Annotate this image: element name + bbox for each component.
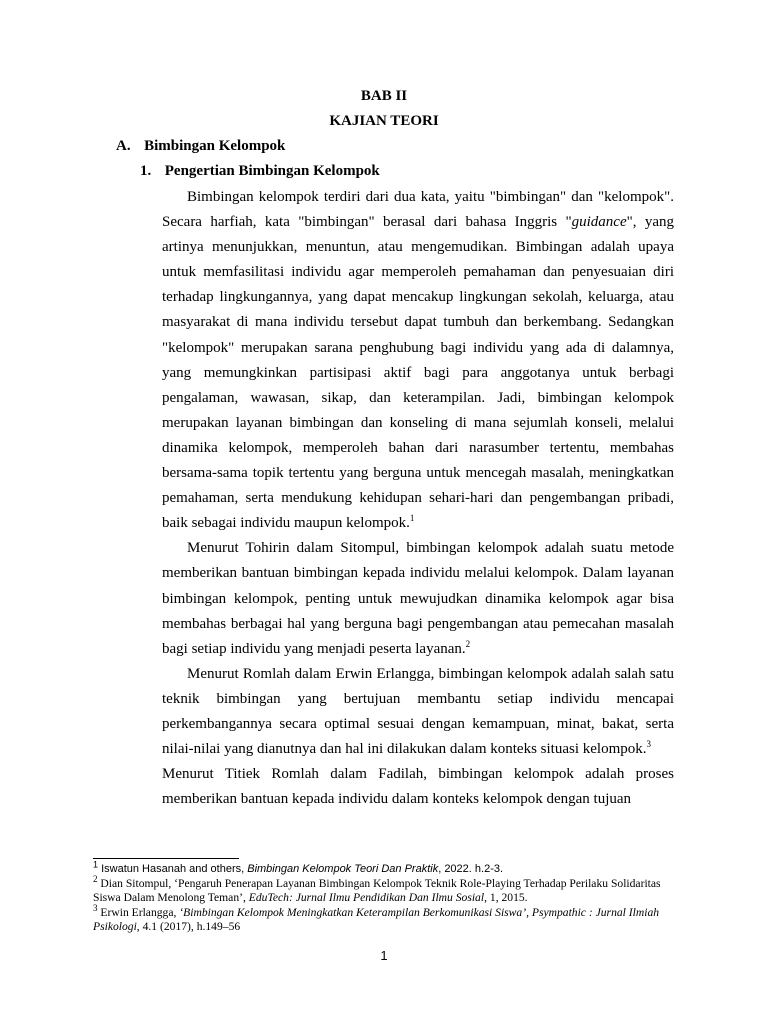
- footnote-3-number: 3: [93, 902, 98, 913]
- subsection-1-title: Pengertian Bimbingan Kelompok: [164, 163, 380, 179]
- footnote-ref-1[interactable]: 1: [409, 513, 415, 524]
- paragraph-3-text: Menurut Romlah dalam Erwin Erlangga, bimbingan kelompok adalah salah satu teknik bimbingan yang bertujuan membantu setiap individu mencapai perkembangannya secara optimal sesuai dengan kemampuan, minat, bakat, serta nilai-nilai yang dianutnya dan hal ini dilakukan dalam konteks situasi kelompok.: [162, 665, 674, 758]
- chapter-label: BAB II: [360, 88, 408, 104]
- footnote-1: [93, 859, 683, 877]
- paragraph-1-text-b: ", yang artinya menunjukkan, menuntun, atau mengemudikan. Bimbingan adalah upaya untuk memfasilitasi individu agar memperoleh pemahaman dan penyesuaian diri terhadap lingkungannya, yang dapat mencakup lingkungan sekolah, keluarga, atau masyarakat di mana individu tersebut dapat tumbuh dan berkembang. Sedangkan "kelompok" merupakan sarana penghubung bagi individu yang ada di dalamnya, yang memungkinkan partisipasi aktif bagi para anggotanya untuk berbagi pengalaman, wawasan, sikap, dan keterampilan. Jadi, bimbingan kelompok merupakan layanan bimbingan dan konseling di mana sejumlah konseli, melalui dinamika kelompok, memperoleh bahan dari narasumber tertentu, membahas bersama-sama topik tertentu yang berguna untuk mencegah masalah, meningkatkan pemahaman, serta mendukung kehidupan sehari-hari dan pengembangan pribadi, baik sebagai individu maupun kelompok.: [162, 214, 674, 532]
- paragraph-2: [162, 536, 674, 661]
- paragraph-4-text: Menurut Titiek Romlah dalam Fadilah, bimbingan kelompok adalah proses memberikan bantuan kepada individu dalam konteks kelompok dengan tujuan: [162, 766, 674, 808]
- footnote-2-text-a: Dian Sitompul, ‘Pengaruh Penerapan Layanan Bimbingan Kelompok Teknik Role-Playing Terhadap Perilaku Solidaritas Siswa Dalam Menolong Teman’,: [93, 876, 661, 904]
- footnote-2-journal: EduTech: Jurnal Ilmu Pendidikan Dan Ilmu Sosial: [248, 891, 485, 904]
- section-a-title: Bimbingan Kelompok: [144, 138, 286, 154]
- footnote-ref-2[interactable]: 2: [465, 638, 471, 649]
- footnote-2-number: 2: [93, 873, 98, 884]
- footnote-1-number: 1: [93, 859, 99, 870]
- paragraph-2-text: Menurut Tohirin dalam Sitompul, bimbingan kelompok adalah suatu metode memberikan bantuan bimbingan kepada individu melalui kelompok. Dalam layanan bimbingan kelompok, penting untuk mewujudkan dinamika kelompok agar bisa membahas berbagai hal yang berguna bagi pengembangan atau pemecahan masalah bagi setiap individu yang menjadi peserta layanan.: [162, 540, 674, 657]
- footnotes: [93, 859, 683, 935]
- section-a-heading: [116, 138, 285, 155]
- footnote-separator: [93, 858, 239, 859]
- footnote-3-text-b: , 4.1 (2017), h.149–56: [136, 920, 241, 933]
- subsection-1-heading: [140, 163, 380, 180]
- footnote-1-text-b: , 2022. h.2-3.: [438, 863, 504, 875]
- footnote-1-title: Bimbingan Kelompok Teori Dan Praktik: [247, 863, 439, 875]
- chapter-title: KAJIAN TEORI: [329, 113, 439, 129]
- section-a-marker: A.: [116, 138, 131, 154]
- subsection-1-marker: 1.: [140, 163, 152, 179]
- footnote-ref-3[interactable]: 3: [646, 739, 651, 750]
- footnote-3-text-a: Erwin Erlangga,: [100, 905, 180, 919]
- paragraph-1: [162, 185, 674, 536]
- paragraph-3: [162, 662, 674, 762]
- footnote-2: [93, 873, 683, 906]
- guidance-term: guidance: [571, 214, 627, 231]
- page-number: 1: [380, 948, 388, 963]
- body-text: [162, 185, 674, 812]
- footnote-1-text-a: Iswatun Hasanah and others,: [101, 863, 248, 875]
- paragraph-1-text-a: Bimbingan kelompok terdiri dari dua kata, yaitu "bimbingan" dan "kelompok". Secara harfiah, kata "bimbingan" berasal dari bahasa Inggris ": [162, 189, 674, 231]
- paragraph-4: [162, 762, 674, 812]
- footnote-2-text-b: , 1, 2015.: [484, 891, 528, 904]
- footnote-3: [93, 902, 683, 935]
- footnote-3-title: ‘Bimbingan Kelompok Meningkatkan Keterampilan Berkomunikasi Siswa’, Psympathic : Jurnal Ilmiah Psikologi: [93, 905, 660, 933]
